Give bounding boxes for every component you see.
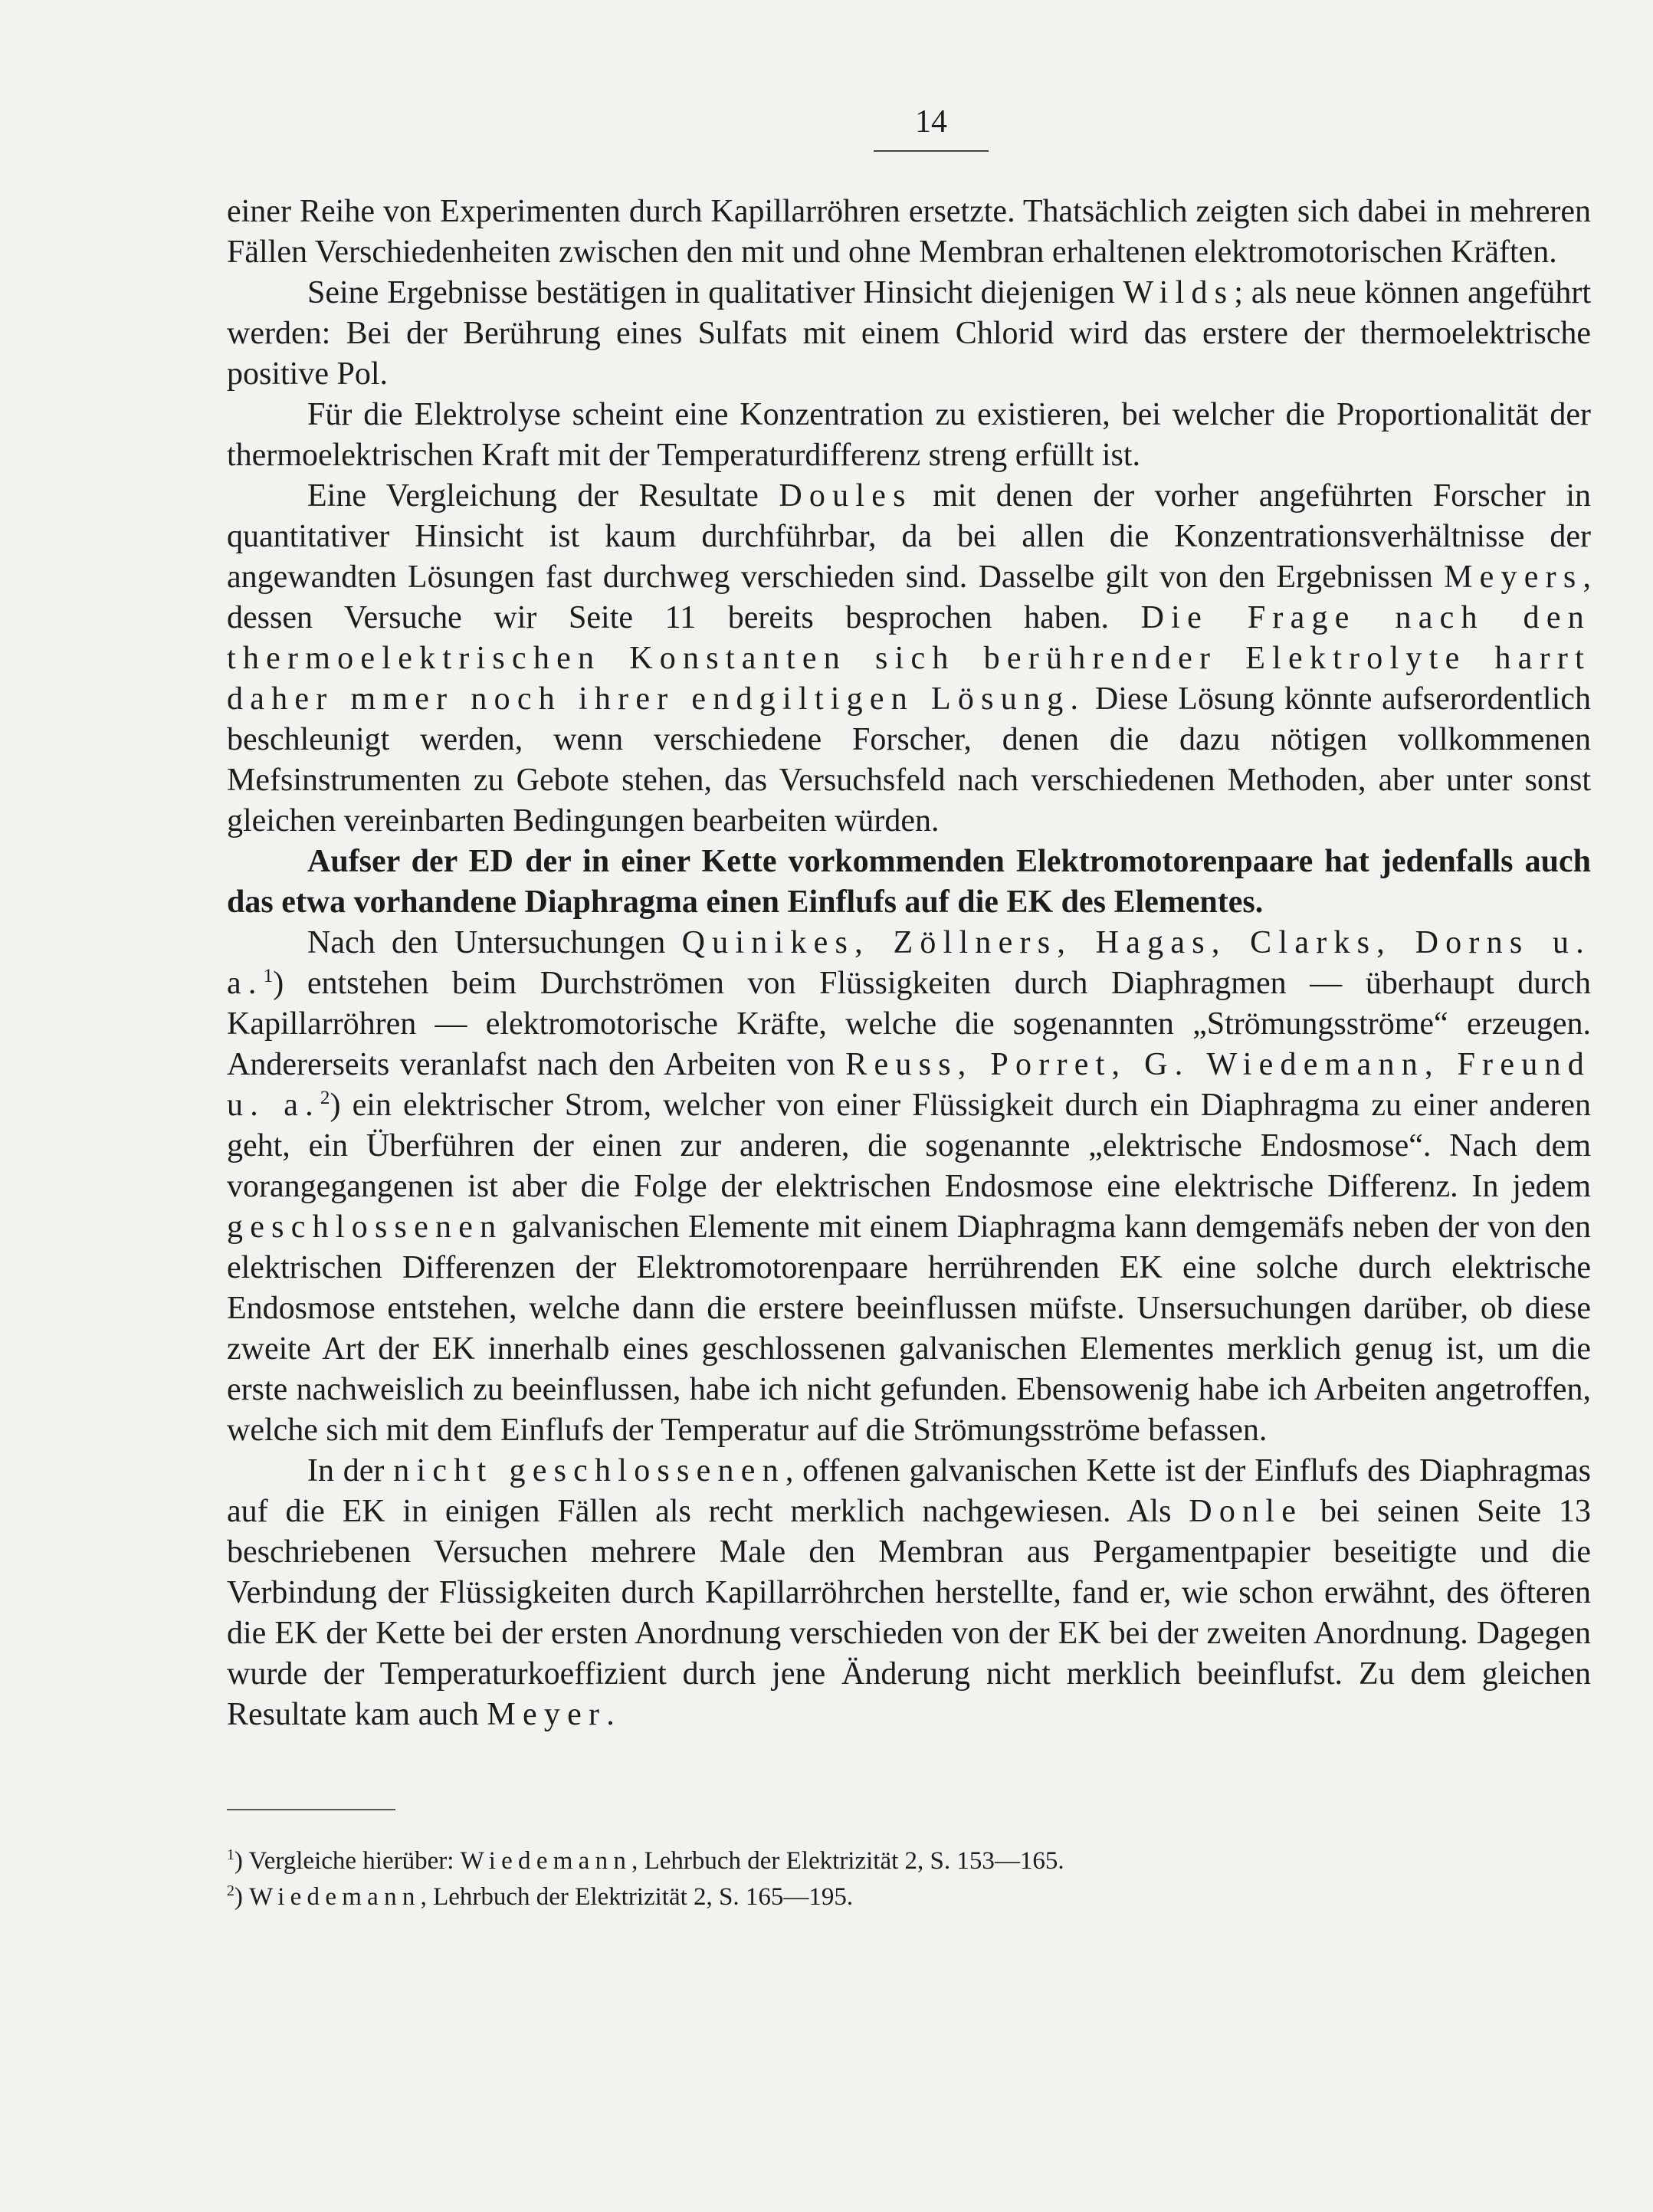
text-run: mit denen der vorher angeführten Forscher in quantitativer Hinsicht ist kaum durchführbar, da bei allen die Konzentrationsverhältnisse der angewandten Lösungen fast durchweg verschieden sind. Dasselbe gilt von den Ergebnissen — [227, 478, 1591, 595]
text-run: ; als neue können angeführt werden: Bei der Berührung eines Sulfats mit einem Chlorid wird das erstere der thermoelektrische positive Pol. — [227, 275, 1591, 392]
text-run: ) Vergleiche hierüber: — [234, 1847, 461, 1875]
author-names: Quinikes, Zöllners, Hagas, Clarks, Dorns u. a. — [227, 925, 1592, 1001]
author-name: Meyer — [487, 1697, 607, 1732]
author-name: Doules — [779, 478, 913, 514]
paragraph-1 — [227, 192, 1591, 273]
text-run: Nach den Untersuchungen — [307, 925, 682, 960]
author-name: Wiedemann — [249, 1883, 421, 1911]
footnote-2 — [227, 1879, 1591, 1915]
footnote-mark: 1 — [227, 1846, 235, 1863]
text-run: ) ein elektrischer Strom, welcher von einer Flüssigkeit durch ein Diaphragma zu einer anderen geht, ein Überführen der einen zur anderen, die sogenannte „elektrische Endosmose“. Nach dem vorangegangenen ist aber die Folge der elektrischen Endosmose eine elektrische Differenz. In jedem — [227, 1088, 1591, 1204]
emphasized-text: geschlossenen — [227, 1209, 503, 1245]
text-run: Eine Vergleichung der Resultate — [307, 478, 779, 514]
text-run: Seine Ergebnisse bestätigen in qualitativer Hinsicht diejenigen — [307, 275, 1123, 310]
header-rule — [874, 150, 989, 152]
text-run: galvanischen Elemente mit einem Diaphragma kann demgemäfs neben der von den elektrischen Differenzen der Elektromotorenpaare herrührenden EK eine solche durch elektrische Endosmose entstehen, welche dann die erstere beeinflussen müfste. Unsersuchungen darüber, ob diese zweite Art der EK innerhalb eines geschlossenen galvanischen Elementes merklich genug ist, um die erste nachweislich zu beeinflussen, habe ich nicht gefunden. Ebensowenig habe ich Arbeiten angetroffen, welche sich mit dem Einflufs der Temperatur auf die Strömungsströme befassen. — [227, 1209, 1591, 1448]
paragraph-4 — [227, 476, 1591, 842]
paragraph-2 — [227, 273, 1591, 395]
text-run: bei seinen Seite 13 beschriebenen Versuchen mehrere Male den Membran aus Pergamentpapier beseitigte und die Verbindung der Flüssigkeiten durch Kapillarröhrchen herstellte, fand er, wie schon erwähnt, des öfteren die EK der Kette bei der ersten Anordnung verschieden von der EK bei der zweiten Anordnung. Dagegen wurde der Temperaturkoeffizient durch jene Änderung nicht merklich beeinflufst. Zu dem gleichen Resultate kam auch — [227, 1494, 1591, 1732]
text-run: Diese Lösung könnte aufserordentlich beschleunigt werden, wenn verschiedene Forscher, denen die dazu nötigen vollkommenen Mefsinstrumenten zu Gebote stehen, das Versuchsfeld nach verschiedenen Methoden, aber unter sonst gleichen vereinbarten Bedingungen bearbeiten würden. — [227, 681, 1591, 839]
emphasized-text: nicht geschlossenen — [393, 1453, 786, 1488]
paragraph-6 — [227, 923, 1591, 1451]
footnote-ref: 1 — [263, 966, 274, 986]
author-name: Meyers — [1444, 560, 1583, 595]
footnote-mark: 2 — [227, 1882, 235, 1899]
emphasized-text: Die Frage nach den thermoelektrischen Konstanten sich berührender Elektrolyte harrt daher mmer noch ihrer endgiltigen Lösung. — [227, 600, 1591, 717]
author-names: Reuss, Porret, G. Wiedemann, Freund u. a. — [227, 1047, 1591, 1123]
bold-statement: Aufser der ED der in einer Kette vorkommenden Elektromotorenpaare hat jedenfalls auch das etwa vorhandene Diaphragma einen Einflufs auf die EK des Elementes. — [227, 844, 1591, 920]
text-run: ) entstehen beim Durchströmen von Flüssigkeiten durch Diaphragmen — überhaupt durch Kapillarröhren — elektromotorische Kräfte, welche die sogenannten „Strömungsströme“ erzeugen. Andererseits veranlafst nach den Arbeiten von — [227, 966, 1591, 1082]
text-run: Für die Elektrolyse scheint eine Konzentration zu existieren, bei welcher die Proportionalität der thermoelektrischen Kraft mit der Temperaturdifferenz streng erfüllt ist. — [227, 397, 1591, 473]
author-name: Wiedemann — [460, 1847, 632, 1875]
text-run: . — [606, 1697, 615, 1732]
footnote-ref: 2 — [320, 1088, 330, 1108]
author-name: Wilds — [1123, 275, 1235, 310]
page-number: 14 — [915, 104, 947, 139]
footnote-1 — [227, 1843, 1591, 1879]
footnotes — [227, 1843, 1591, 1915]
paragraph-5-bold — [227, 842, 1591, 923]
text-run: , dessen Versuche wir Seite 11 bereits besprochen haben. — [227, 560, 1591, 635]
text-run: , Lehrbuch der Elektrizität 2, S. 153—165. — [631, 1847, 1064, 1875]
body-text — [227, 192, 1591, 1735]
text-run: , Lehrbuch der Elektrizität 2, S. 165—195. — [420, 1883, 854, 1911]
author-name: Donle — [1189, 1494, 1304, 1529]
text-run: In der — [307, 1453, 394, 1488]
text-run: einer Reihe von Experimenten durch Kapillarröhren ersetzte. Thatsächlich zeigten sich dabei in mehreren Fällen Verschiedenheiten zwischen den mit und ohne Membran erhaltenen elektromotorischen Kräften. — [227, 194, 1591, 270]
text-run: ) — [234, 1883, 250, 1911]
text-run: , offenen galvanischen Kette ist der Einflufs des Diaphragmas auf die EK in einigen Fällen als recht merklich nachgewiesen. Als — [227, 1453, 1592, 1529]
paragraph-3 — [227, 395, 1591, 476]
footnote-rule — [227, 1809, 395, 1810]
paragraph-7 — [227, 1451, 1591, 1735]
